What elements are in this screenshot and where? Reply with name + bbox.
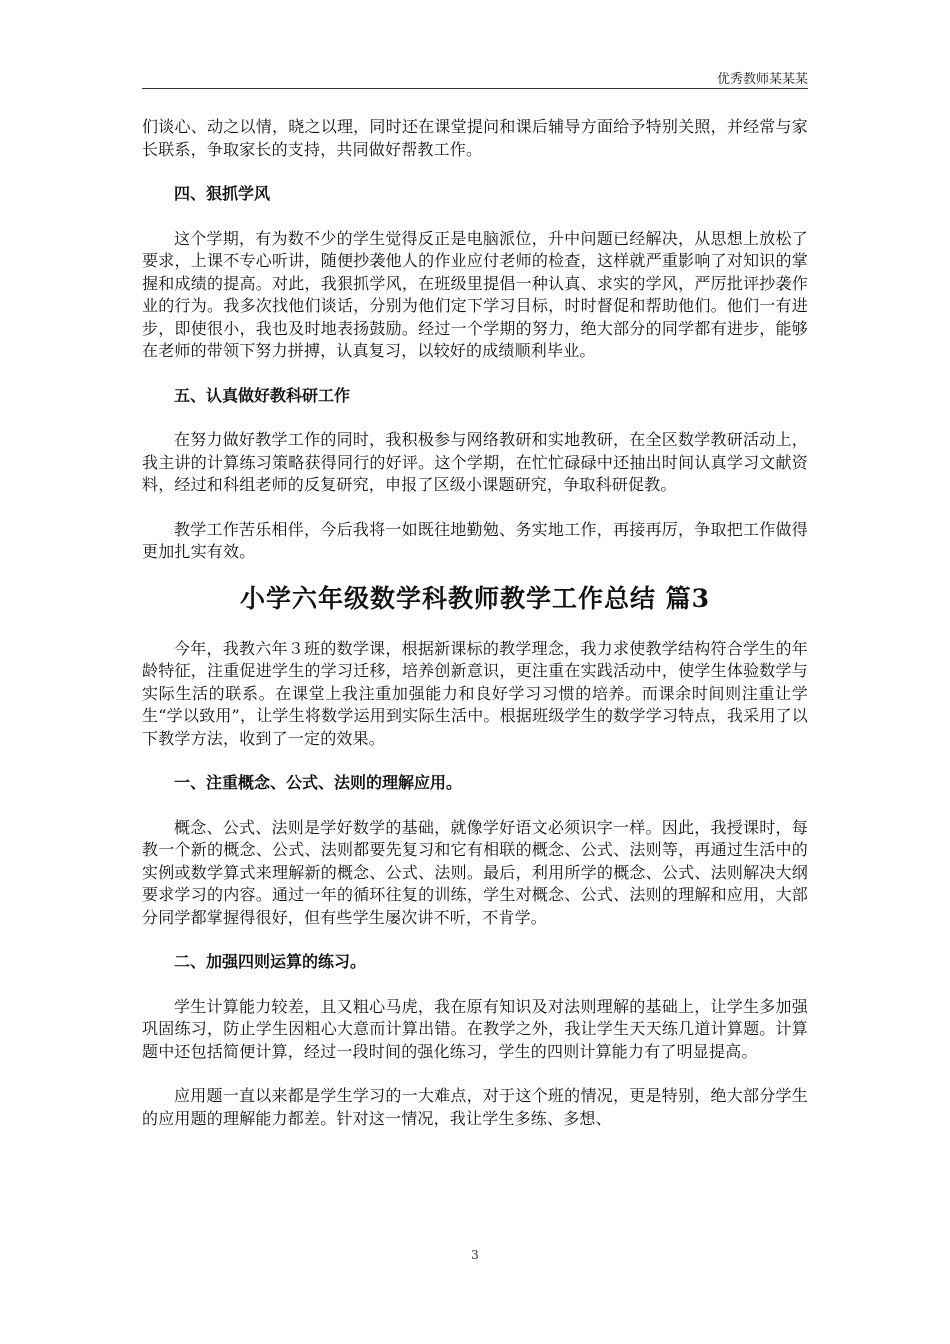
article-title: 小学六年级数学科教师教学工作总结 篇3 (239, 583, 711, 613)
paragraph-study-style: 这个学期，有为数不少的学生觉得反正是电脑派位，升中问题已经解决，从思想上放松了要求，上课不专心听讲，随便抄袭他人的作业应付老师的检查，这样就严重影响了对知识的掌握和成绩的提高。对此，我狠抓学风，在班级里提倡一种认真、求实的学风，严厉批评抄袭作业的行为。我多次找他们谈话，分别为他们定下学习目标，时时督促和帮助他们。他们一有进步，即使很小，我也及时地表扬鼓励。经过一个学期的努力，绝大部分的同学都有进步，能够在老师的带领下努力拼搏，认真复习，以较好的成绩顺利毕业。 (142, 228, 808, 360)
paragraph-arithmetic: 学生计算能力较差，且又粗心马虎，我在原有知识及对法则理解的基础上，让学生多加强巩固练习，防止学生因粗心大意而计算出错。在教学之外，我让学生天天练几道计算题。计算题中还包括简便计算，经过一段时间的强化练习，学生的四则计算能力有了明显提高。 (142, 996, 808, 1061)
paragraph-continued: 们谈心、动之以情，晓之以理，同时还在课堂提问和课后辅导方面给予特别关照，并经常与家长联系，争取家长的支持，共同做好帮教工作。 (142, 117, 808, 159)
paragraph-intro: 今年，我教六年３班的数学课，根据新课标的教学理念，我力求使教学结构符合学生的年龄特征，注重促进学生的学习迁移，培养创新意识，更注重在实践活动中，使学生体验数学与实际生活的联系。在课堂上我注重加强能力和良好学习习惯的培养。而课余时间则注重让学生“学以致用”，让学生将数学运用到实际生活中。根据班级学生的数学学习特点，我采用了以下教学方法，收到了一定的效果。 (142, 638, 808, 748)
paragraph-conclusion: 教学工作苦乐相伴，今后我将一如既往地勤勉、务实地工作，再接再厉，争取把工作做得更加扎实有效。 (142, 519, 808, 561)
paragraph-concepts: 概念、公式、法则是学好数学的基础，就像学好语文必须识字一样。因此，我授课时，每教一个新的概念、公式、法则都要先复习和它有相联的概念、公式、法则等，再通过生活中的实例或数学算式来理解新的概念、公式、法则。最后，利用所学的概念、公式、法则解决大纲要求学习的内容。通过一年的循环往复的训练，学生对概念、公式、法则的理解和应用，大部分同学都掌握得很好，但有些学生屡次讲不听，不肯学。 (142, 817, 808, 927)
section-heading-4: 四、狠抓学风 (174, 184, 271, 203)
paragraph-research: 在努力做好教学工作的同时，我积极参与网络教研和实地教研，在全区数学教研活动上，我主讲的计算练习策略获得同行的好评。这个学期，在忙忙碌碌中还抽出时间认真学习文献资料，经过和科组老师的反复研究，申报了区级小课题研究，争取科研促教。 (142, 430, 808, 494)
page-header (142, 60, 808, 89)
header-author: 优秀教师某某某 (716, 72, 808, 87)
page-number: 3 (471, 1248, 479, 1262)
section-heading-2: 二、加强四则运算的练习。 (174, 952, 367, 971)
section-heading-5: 五、认真做好教科研工作 (174, 385, 351, 405)
paragraph-word-problems: 应用题一直以来都是学生学习的一大难点，对于这个班的情况，更是特别，绝大部分学生的应用题的理解能力都差。针对这一情况，我让学生多练、多想、 (142, 1086, 808, 1128)
section-heading-1: 一、注重概念、公式、法则的理解应用。 (174, 773, 463, 792)
document-body (142, 116, 808, 1130)
